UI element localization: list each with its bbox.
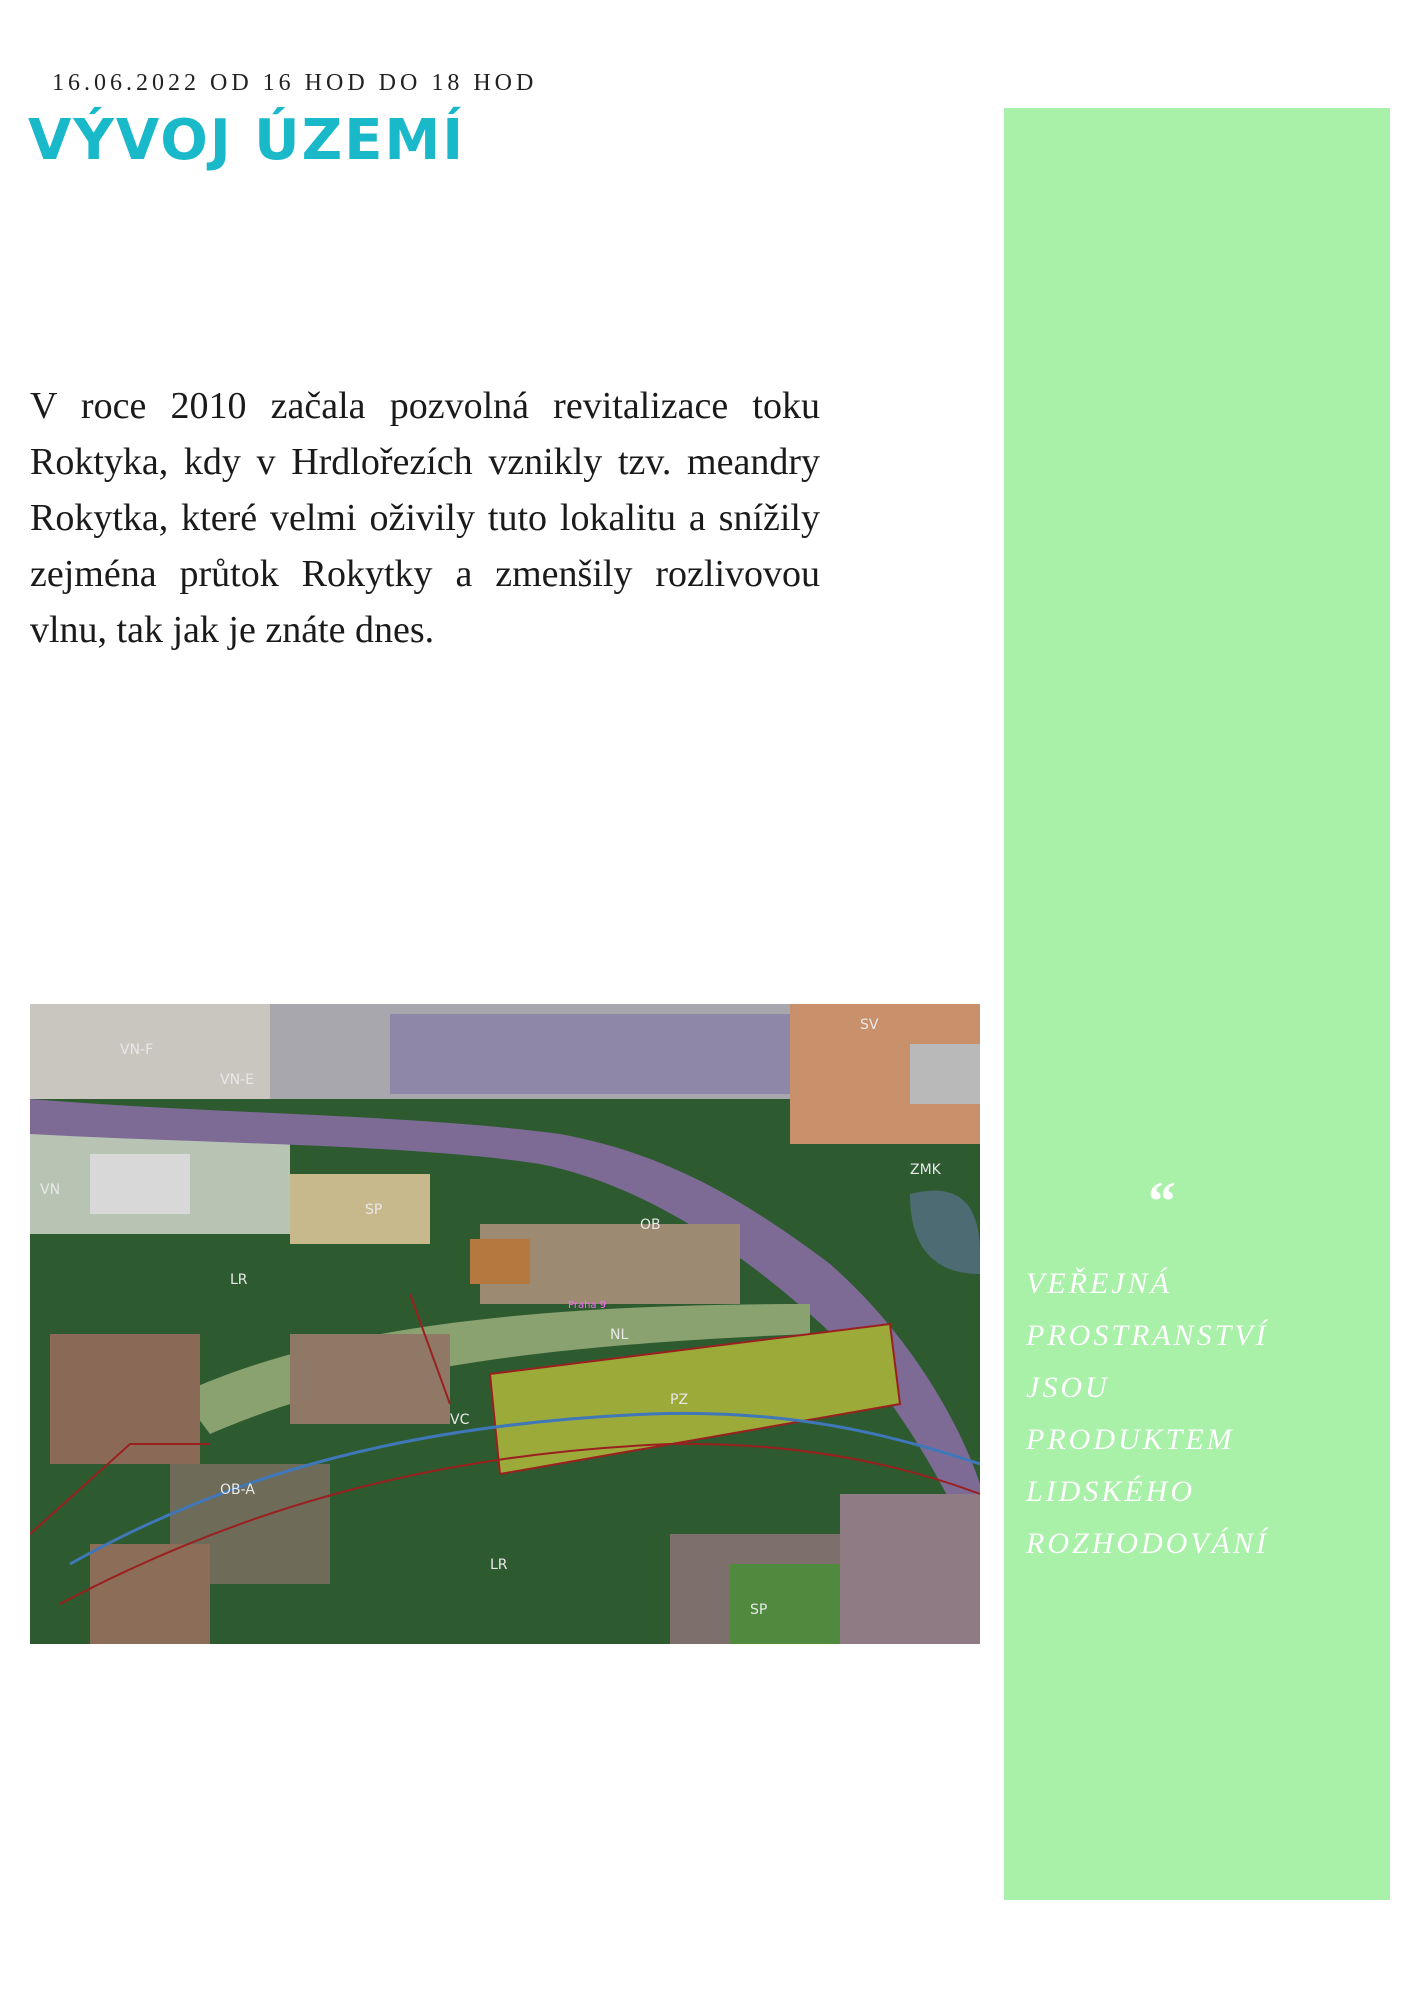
quote-line: VEŘEJNÁ (1026, 1267, 1172, 1300)
dateline: 16.06.2022 OD 16 HOD DO 18 HOD (52, 70, 538, 96)
svg-text:VN-E: VN-E (220, 1072, 254, 1088)
page-title: VÝVOJ ÚZEMÍ (28, 108, 466, 173)
svg-text:LR: LR (230, 1272, 248, 1288)
sidebar-quote (1026, 1258, 1376, 1570)
quote-line: ROZHODOVÁNÍ (1026, 1527, 1269, 1560)
svg-text:VN: VN (40, 1182, 61, 1198)
quote-line: PROSTRANSTVÍ (1026, 1319, 1269, 1352)
svg-text:PZ: PZ (670, 1392, 689, 1408)
svg-text:VC: VC (450, 1412, 470, 1428)
quote-sidebar (1004, 108, 1390, 1900)
svg-text:VN-F: VN-F (120, 1042, 154, 1058)
quote-line: JSOU (1026, 1371, 1110, 1404)
svg-text:Praha 9: Praha 9 (568, 1300, 607, 1311)
quote-icon: “ (1148, 1171, 1176, 1233)
svg-text:OB-A: OB-A (220, 1482, 255, 1498)
svg-text:OB: OB (640, 1217, 661, 1233)
quote-line: LIDSKÉHO (1026, 1475, 1196, 1508)
zoning-map-image (30, 1004, 980, 1644)
svg-text:LR: LR (490, 1557, 508, 1573)
quote-line: PRODUKTEM (1026, 1423, 1235, 1456)
body-paragraph: V roce 2010 začala pozvolná revitalizace toku Roktyka, kdy v Hrdlořezích vznikly tzv. meandry Rokytka, které velmi oživily tuto lokalitu a snížily zejména průtok Rokytky a zmenšily rozlivovou vlnu, tak jak je znáte dnes. (30, 385, 820, 651)
svg-text:SP: SP (750, 1602, 768, 1618)
svg-text:ZMK: ZMK (910, 1162, 941, 1178)
svg-text:NL: NL (610, 1327, 629, 1343)
svg-text:SP: SP (365, 1202, 383, 1218)
svg-text:SV: SV (860, 1017, 879, 1033)
